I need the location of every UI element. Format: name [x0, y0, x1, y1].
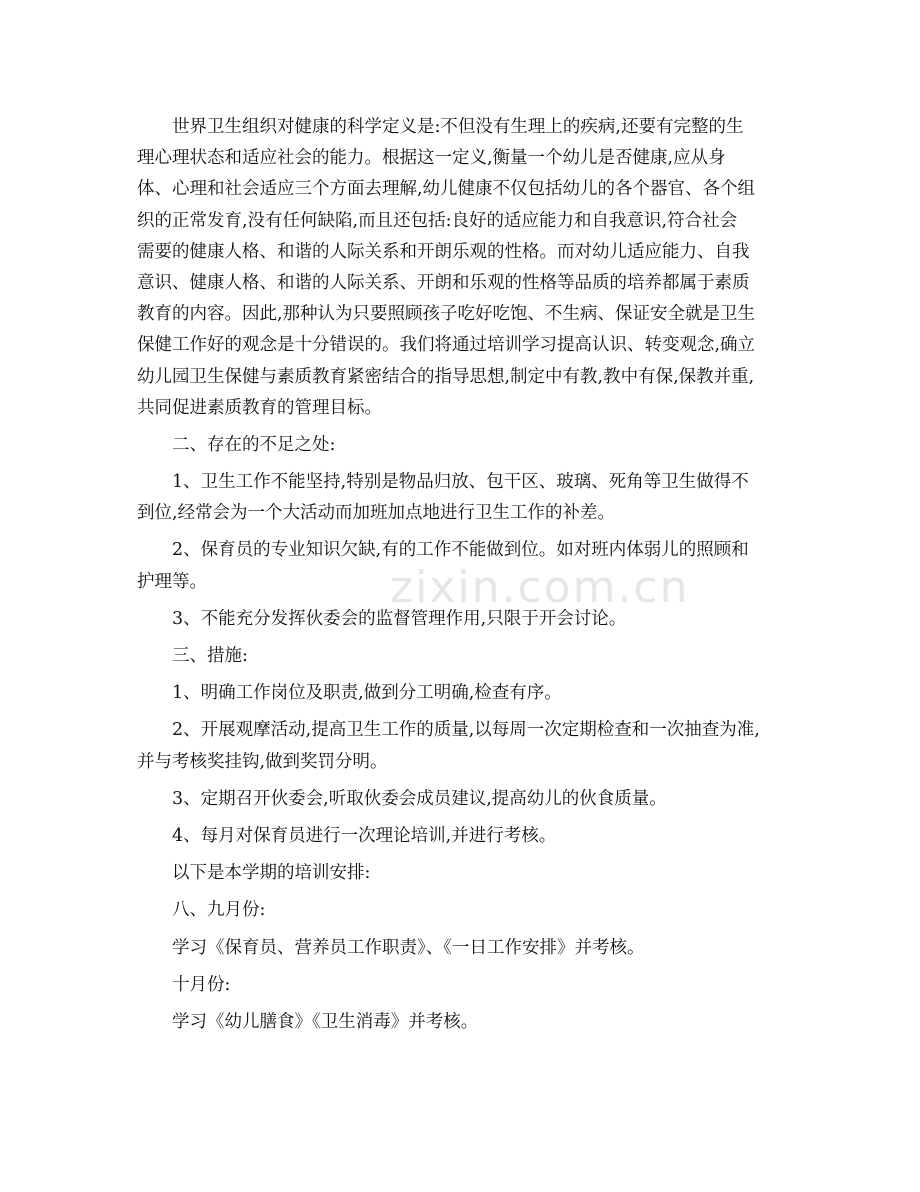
section-heading-measures: 三、措施: — [137, 646, 248, 666]
text-line: 需要的健康人格、和谐的人际关系和开朗乐观的性格。而对幼儿适应能力、自我 — [137, 241, 750, 262]
text-line: 意识、健康人格、和谐的人际关系、开朗和乐观的性格等品质的培养都属于素质 — [137, 272, 750, 293]
shortcoming-item-1 — [137, 467, 789, 529]
text-line: 织的正常发育,没有任何缺陷,而且还包括:良好的适应能力和自我意识,符合社会 — [137, 210, 738, 231]
text-line: 2、保育员的专业知识欠缺,有的工作不能做到位。如对班内体弱儿的照顾和 — [137, 540, 749, 561]
text-line: 共同促进素质教育的管理目标。 — [137, 397, 382, 418]
text-line: 2、开展观摩活动,提高卫生工作的质量,以每周一次定期检查和一次抽查为准, — [137, 720, 760, 741]
measure-item-3: 3、定期召开伙委会,听取伙委会成员建议,提高幼儿的伙食质量。 — [137, 788, 667, 809]
paragraph-health-definition — [137, 112, 789, 424]
training-month-aug-sep: 八、九月份: — [137, 900, 266, 921]
measure-item-1: 1、明确工作岗位及职责,做到分工明确,检查有序。 — [137, 683, 562, 704]
text-line: 到位,经常会为一个大活动而加班加点地进行卫生工作的补差。 — [137, 503, 616, 524]
text-line: 体、心理和社会适应三个方面去理解,幼儿健康不仅包括幼儿的各个器官、各个组 — [137, 179, 756, 200]
text-line: 并与考核奖挂钩,做到奖罚分明。 — [137, 751, 388, 772]
training-month-oct: 十月份: — [137, 974, 231, 995]
text-line: 保健工作好的观念是十分错误的。我们将通过培训学习提高认识、转变观念,确立 — [137, 335, 756, 356]
text-line: 理心理状态和适应社会的能力。根据这一定义,衡量一个幼儿是否健康,应从身 — [137, 148, 726, 169]
text-line: 世界卫生组织对健康的科学定义是:不但没有生理上的疾病,还要有完整的生 — [137, 117, 744, 137]
text-line: 教育的内容。因此,那种认为只要照顾孩子吃好吃饱、不生病、保证安全就是卫生 — [137, 304, 756, 325]
watermark: zixin.com.cn — [390, 562, 690, 613]
shortcoming-item-3: 3、不能充分发挥伙委会的监督管理作用,只限于开会讨论。 — [137, 608, 627, 629]
measure-item-2 — [137, 715, 789, 777]
training-task-aug-sep: 学习《保育员、营养员工作职责》、《一日工作安排》并考核。 — [137, 937, 645, 958]
text-line: 幼儿园卫生保健与素质教育紧密结合的指导思想,制定中有教,教中有保,保教并重, — [137, 366, 755, 387]
measure-item-4: 4、每月对保育员进行一次理论培训,并进行考核。 — [137, 825, 557, 846]
training-intro: 以下是本学期的培训安排: — [137, 863, 371, 884]
shortcoming-item-2 — [137, 535, 789, 597]
section-heading-shortcomings: 二、存在的不足之处: — [137, 434, 336, 455]
document-body — [137, 112, 789, 1038]
text-line: 1、卫生工作不能坚持,特别是物品归放、包干区、玻璃、死角等卫生做得不 — [137, 472, 749, 493]
training-task-oct: 学习《幼儿膳食》《卫生消毒》并考核。 — [137, 1011, 479, 1032]
text-line: 护理等。 — [137, 571, 207, 592]
